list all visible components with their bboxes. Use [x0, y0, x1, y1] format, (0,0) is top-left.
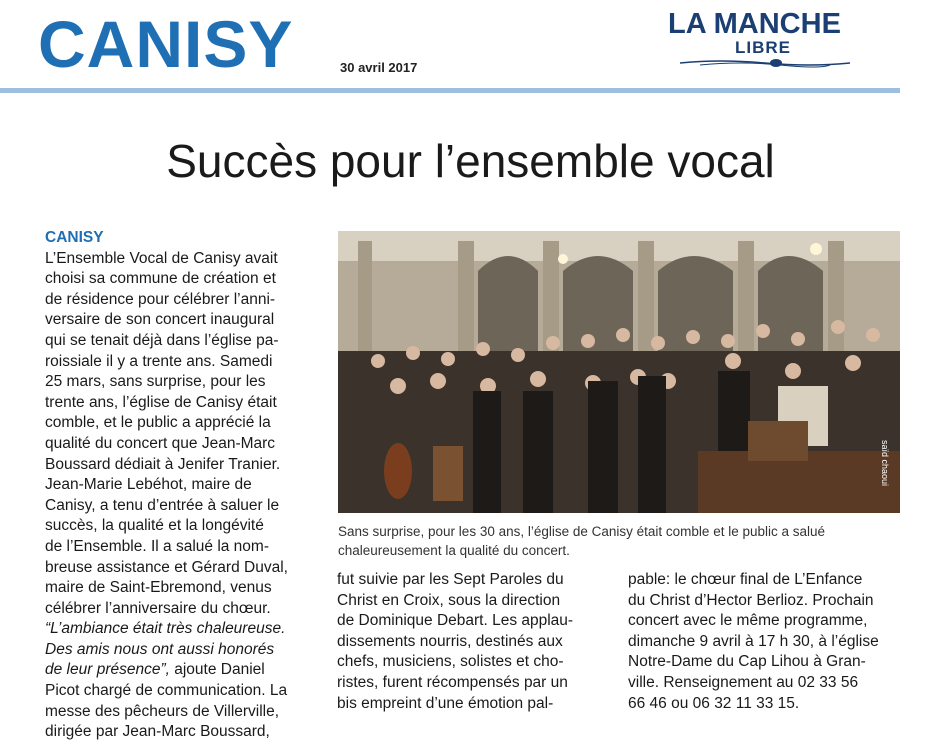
text-line: qualité du concert que Jean-Marc [45, 434, 276, 452]
quote-attribution: ajoute Daniel [169, 661, 265, 679]
quote-end: de leur présence”, [45, 661, 170, 679]
text-line: messe des pêcheurs de Villerville, [45, 702, 280, 720]
text-line: maire de Saint-Ebremond, venus [45, 579, 272, 597]
text-line: ville. Renseignement au 02 33 56 [628, 673, 859, 691]
text-line: qui se tenait déjà dans l’église pa- [45, 331, 279, 349]
article-column-1 [45, 228, 325, 743]
photo-credit: saïd chaoui [880, 440, 890, 487]
article-kicker: CANISY [45, 229, 104, 246]
text-line: Picot chargé de communication. La [45, 682, 288, 700]
text-line: roissiale il y a trente ans. Samedi [45, 352, 273, 370]
text-line: 66 46 ou 06 32 11 33 15. [628, 694, 800, 712]
text-line: fut suivie par les Sept Paroles du [337, 571, 564, 588]
article-column-2 [337, 570, 617, 714]
text-line: chefs, musiciens, solistes et cho- [337, 653, 564, 671]
text-line: de l’Ensemble. Il a salué la nom- [45, 537, 270, 555]
text-line: Christ en Croix, sous la direction [337, 591, 561, 609]
text-line: succès, la qualité et la longévité [45, 517, 264, 535]
logo-title: LA MANCHE [668, 8, 841, 40]
text-line: trente ans, l’église de Canisy était [45, 393, 277, 411]
church-choir-image [338, 231, 900, 513]
text-line: concert avec le même programme, [628, 612, 868, 630]
quote-line: Des amis nous ont aussi honorés [45, 640, 275, 658]
text-line: breuse assistance et Gérard Duval, [45, 558, 288, 576]
text-line: Jean-Marie Lebéhot, maire de [45, 476, 252, 494]
text-line: 25 mars, sans surprise, pour les [45, 373, 266, 391]
photo-caption: Sans surprise, pour les 30 ans, l’église de Canisy était comble et le public a salué chaleureusement la qualité du concert. [338, 524, 826, 558]
text-line: versaire de son concert inaugural [45, 311, 275, 329]
logo-subtitle: LIBRE [735, 38, 791, 57]
quote-end-line [45, 660, 325, 681]
text-line: Notre-Dame du Cap Lihou à Gran- [628, 653, 866, 671]
text-line: Canisy, a tenu d’entrée à saluer le [45, 496, 280, 514]
text-line: pable: le chœur final de L’Enfance [628, 571, 863, 588]
text-line: choisi sa commune de création et [45, 270, 276, 288]
text-line: L’Ensemble Vocal de Canisy avait [45, 249, 278, 267]
article-headline: Succès pour l’ensemble vocal [166, 135, 775, 187]
concert-photo [338, 231, 900, 513]
text-line: dirigée par Jean-Marc Boussard, [45, 723, 270, 741]
town-title: CANISY [38, 7, 294, 81]
text-line: ristes, furent récompensés par un [337, 673, 568, 691]
text-line: bis empreint d’une émotion pal- [337, 694, 554, 712]
text-line: Boussard dédiait à Jenifer Tranier. [45, 455, 281, 473]
logo-wave-icon [680, 56, 850, 70]
text-line: célébrer l’anniversaire du chœur. [45, 599, 271, 617]
header-divider [0, 88, 900, 93]
text-line: de Dominique Debart. Les applau- [337, 612, 574, 630]
text-line: de résidence pour célébrer l’anni- [45, 290, 276, 308]
article-column-3 [628, 570, 913, 714]
text-line: dissements nourris, destinés aux [337, 632, 563, 650]
newspaper-logo [660, 8, 870, 72]
text-line: du Christ d’Hector Berlioz. Prochain [628, 591, 874, 609]
publication-date: 30 avril 2017 [340, 60, 418, 75]
text-line: comble, et le public a apprécié la [45, 414, 271, 432]
quote-line: “L’ambiance était très chaleureuse. [45, 620, 286, 638]
text-line: dimanche 9 avril à 17 h 30, à l’église [628, 632, 879, 650]
